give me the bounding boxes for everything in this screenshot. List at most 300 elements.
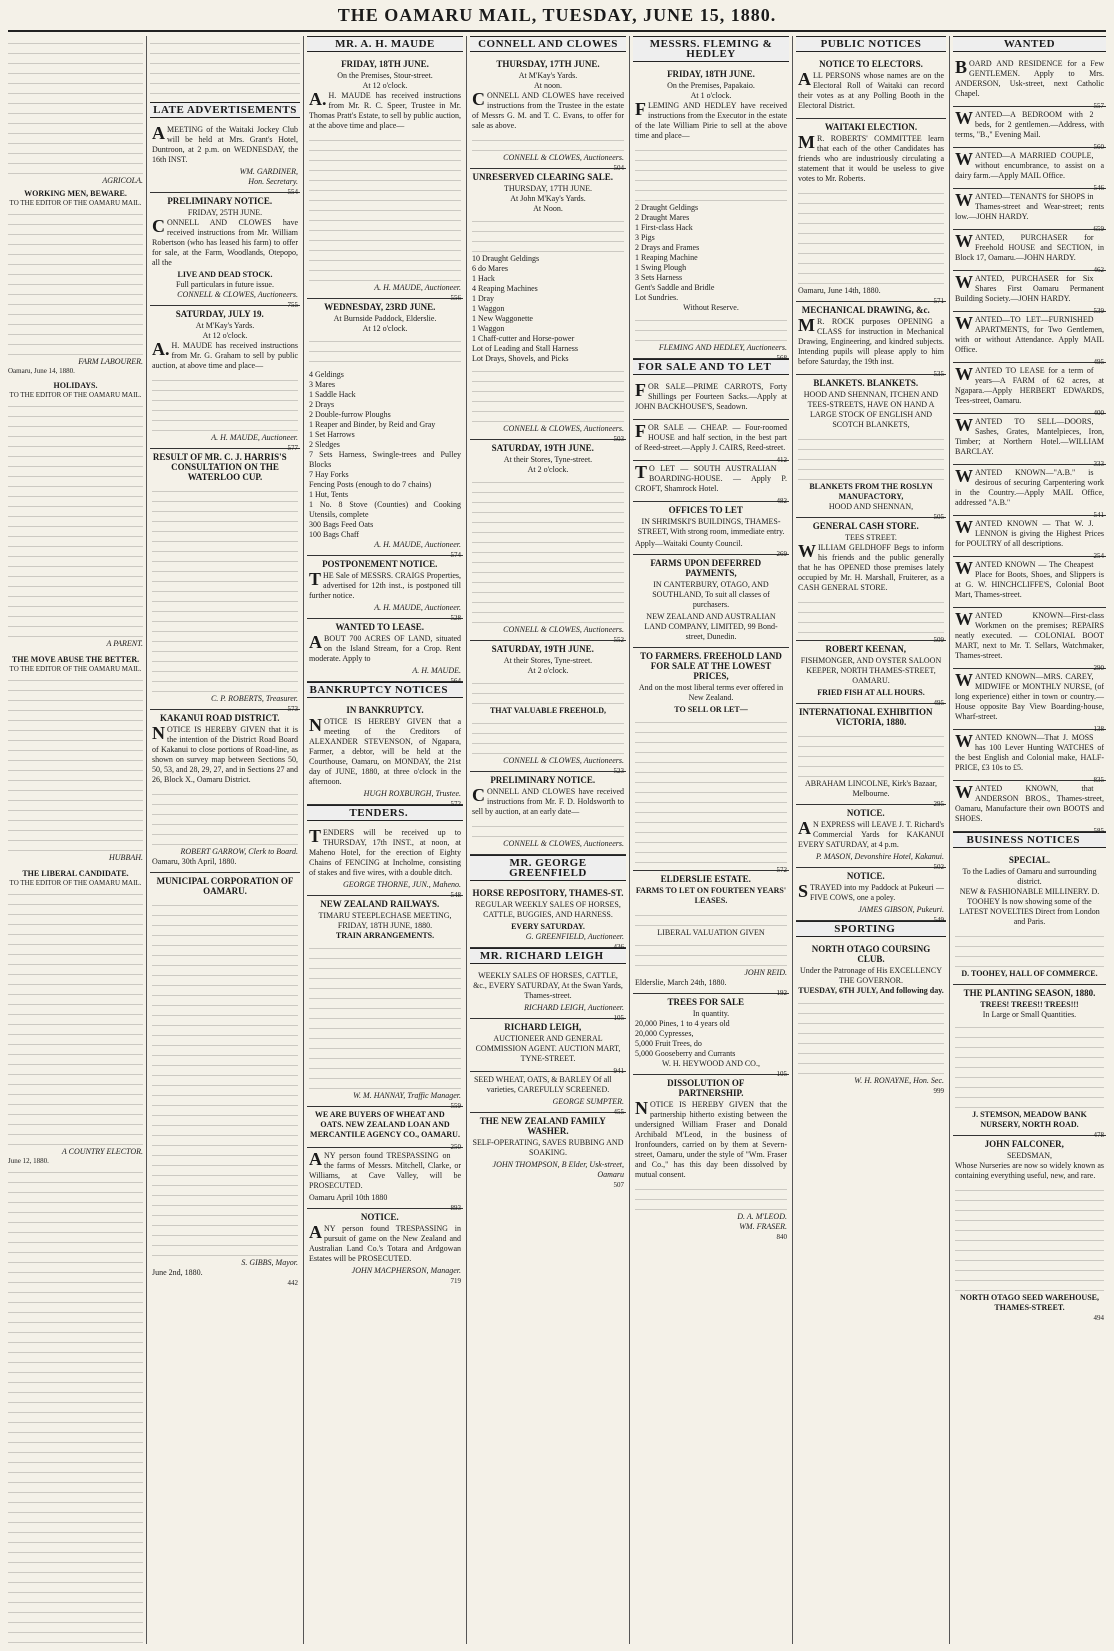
column-public-notices [796, 36, 946, 1644]
advert-number: 105 [776, 1070, 787, 1078]
letter-signature: FARM LABOURER. [78, 357, 143, 366]
advert-number: 568 [776, 354, 787, 362]
list-item: Gent's Saddle and Bridle [635, 283, 715, 292]
advert-tenders [307, 825, 463, 899]
advert-municipal [150, 873, 300, 1287]
advert-number: 250 [450, 1143, 461, 1151]
advert-text: AUCTIONEER AND GENERAL COMMISSION AGENT. AUCTION MART, TYNE-STREET. [475, 1034, 621, 1063]
advert-title: RICHARD LEIGH, [504, 1022, 582, 1032]
advert-signature: G. GREENFIELD, Auctioneer. [525, 932, 624, 941]
advert-date: FRIDAY, 25TH JUNE. [187, 208, 263, 217]
advert-number: 552 [613, 636, 624, 644]
advert-text: AN EXPRESS will LEAVE J. T. Richard's Commercial Yards for KAKANUI EVERY SATURDAY, at 4 p.m. [798, 818, 944, 849]
list-item: 1 Saddle Hack [309, 390, 356, 399]
advert-signature: JOHN MACPHERSON, Manager. [351, 1266, 461, 1275]
advert-number: 554 [287, 188, 298, 196]
advert-number: 577 [287, 444, 298, 452]
advert-mechanical-drawing [796, 302, 946, 378]
advert-number: 482 [776, 497, 787, 505]
list-item: Lot of Leading and Stall Harness [472, 344, 578, 353]
advert-unreserved-sale [470, 169, 626, 443]
advert-text: WANTED, PURCHASER for Freehold HOUSE and SECTION, in Block 17, Oamaru.—JOHN HARDY. [955, 231, 1104, 262]
advert-title: TO FARMERS. FREEHOLD LAND FOR SALE AT THE LOWEST PRICES, [640, 651, 782, 681]
advert-signature: W. H. HEYWOOD AND CO., [662, 1059, 760, 1068]
advert-text: ABOUT 700 ACRES OF LAND, situated on the Island Stream, for a Crop. Rent moderate. Apply to [309, 632, 461, 663]
advert-title: GENERAL CASH STORE. [812, 521, 919, 531]
advert-title: SPECIAL. [1008, 855, 1051, 865]
newspaper-page [8, 36, 1106, 1644]
advert-body [798, 729, 944, 779]
advert-blankets [796, 375, 946, 521]
advert-number: 557 [1093, 102, 1104, 110]
list-item [953, 189, 1106, 233]
masthead-rule [8, 30, 1106, 32]
advert-title: BLANKETS. BLANKETS. [813, 378, 919, 388]
letter-sub: TO THE EDITOR OF THE OAMARU MAIL. [9, 391, 142, 399]
advert-text: AMEETING of the Waitaki Jockey Club will be held at Mrs. Grant's Hotel, Duntroon, at 2 p.m. on WEDNESDAY, the 16th INST. [152, 123, 298, 164]
advert-text: CONNELL AND CLOWES have received instructions from Mr. William Robertson (who has leased his farm) to offer for sale, at the Farm, Woodlands, Otepopo, all the [152, 216, 298, 267]
advert-signature: A. H. MAUDE, Auctioneer. [374, 283, 461, 292]
advert-title: ROBERT KEENAN, [825, 644, 907, 654]
column-divider [466, 36, 467, 1644]
advert-text: And on the most liberal terms ever offered in New Zealand. [638, 683, 784, 702]
list-item: 1 New Waggonette [472, 314, 533, 323]
advert-place: Oamaru April 10th 1880 [309, 1193, 388, 1202]
advert-signature: C. P. ROBERTS, Treasurer. [210, 694, 298, 703]
list-item [953, 781, 1106, 835]
advert-waitaki-jockey-club [150, 122, 300, 196]
advert-signature: A. H. MAUDE. [412, 666, 461, 675]
list-item: 20,000 Pines, 1 to 4 years old [635, 1019, 730, 1028]
advert-signature: Apply—Waitaki County Council. [635, 539, 743, 548]
advert-number: 585 [1093, 827, 1104, 835]
advert-number: 192 [776, 989, 787, 997]
advert-text: In quantity. [692, 1009, 730, 1018]
advert-text: NEW & FASHIONABLE MILLINERY. D. TOOHEY Is now showing some of the LATEST NOVELTIES Direct from London and Paris. [959, 887, 1100, 926]
section-header: MESSRS. FLEMING & HEDLEY [633, 36, 789, 62]
advert-number: 541 [1093, 511, 1104, 519]
advert-text: WANTED, PURCHASER for Six Shares First Oamaru Permanent Building Society.—JOHN HARDY. [955, 272, 1104, 303]
advert-signature: NORTH OTAGO SEED WAREHOUSE, THAMES-STREET. [959, 1293, 1099, 1312]
advert-number: 572 [450, 800, 461, 808]
advert-trees-for-sale [633, 994, 789, 1078]
advert-text: ALL PERSONS whose names are on the Electoral Roll of Waitaki can record their votes as at any Polling Booth in the Electoral District. [798, 69, 944, 110]
advert-house-for-sale [633, 420, 789, 464]
list-item: 1 First-class Hack [635, 223, 693, 232]
advert-text: STRAYED into my Paddock at Pukeuri —FIVE COWS, one a poley. [798, 881, 944, 902]
advert-text: NOTICE IS HEREBY GIVEN that the partnership hitherto existing between the undersigned William Fraser and Donald Archibald M'Leod, in the business of Ironfounders, carried on by them at Severn-street, Oamaru, under the style of "Wm. Fraser and Co.," has this day been dissolved by mutual consent. [635, 1098, 787, 1179]
advert-body [309, 133, 461, 283]
list-item: 4 Reaping Machines [472, 284, 538, 293]
advert-number: 549 [933, 916, 944, 924]
advert-number: 269 [776, 550, 787, 558]
advert-commission-agent [470, 1019, 626, 1075]
letter-title: WORKING MEN, BEWARE. [24, 189, 127, 198]
advert-text: A.H. MAUDE has received instructions from Mr. R. C. Speer, Trustee in Mr. Thomas Pratt's Estate, to sell by public auction, at the above time and place— [309, 89, 461, 130]
advert-body [472, 819, 624, 839]
advert-text: WANTED—A BEDROOM with 2 beds, for 2 gentlemen.—Address, with terms, "B.," Evening Mail. [955, 108, 1104, 139]
advert-date: THURSDAY, 17TH JUNE. [503, 184, 592, 193]
advert-number: 290 [1093, 664, 1104, 672]
section-header: CONNELL AND CLOWES [470, 36, 626, 52]
list-item: 2 Drays and Frames [635, 243, 700, 252]
advert-time: At noon. [534, 81, 562, 90]
advert-number: 495 [933, 699, 944, 707]
advert-list [152, 373, 298, 433]
advert-title: NOTICE. [360, 1212, 399, 1222]
advert-saturday-july [150, 306, 300, 452]
advert-text: ANY person found TRESPASSING on the farms of Messrs. Mitchell, Clarke, or Williams, at Cave Valley, will be PROSECUTED. [309, 1149, 461, 1190]
advert-signature: CONNELL & CLOWES, Auctioneers. [177, 290, 298, 299]
advert-place: Elderslie, March 24th, 1880. [635, 978, 727, 987]
list-item: 1 Waggon [472, 324, 505, 333]
list-item [953, 148, 1106, 192]
advert-place: At Burnside Paddock, Elderslie. [333, 314, 437, 323]
advert-number: 840 [776, 1233, 787, 1241]
advert-role: Hon. Secretary. [248, 177, 298, 186]
column-divider [792, 36, 793, 1644]
advert-body [472, 364, 624, 424]
column-divider [949, 36, 950, 1644]
column-late-ads [150, 36, 300, 1644]
advert-number: 573 [287, 705, 298, 713]
list-item: Lot Sundries. [635, 293, 679, 302]
advert-text: WEEKLY SALES OF HORSES, CATTLE, &c., EVERY SATURDAY, At the Swan Yards, Thames-street. [473, 971, 623, 1000]
advert-number: 507 [613, 1181, 624, 1189]
advert-preliminary-notice [470, 772, 626, 855]
advert-subtitle: EVERY SATURDAY. [511, 922, 585, 931]
advert-title: INTERNATIONAL EXHIBITION VICTORIA, 1880. [798, 707, 933, 727]
advert-text: WANTED KNOWN — The Cheapest Place for Boots, Shoes, and Slippers is at G. W. HINCHCLIFFE'S, Colonial Boot Mart, Thames-street. [955, 558, 1104, 599]
advert-number: 571 [933, 297, 944, 305]
advert-text: FOR SALE — CHEAP. — Four-roomed HOUSE and half section, in the best part of Reed-street.—Apply J. CAIRS, Reed-street. [635, 421, 787, 452]
advert-place: At M'Kay's Yards. [518, 71, 578, 80]
advert-place: Oamaru, 30th April, 1880. [152, 857, 237, 866]
advert-text: TO LET — SOUTH AUSTRALIAN BOARDING-HOUSE. — Apply P. CROFT, Shamrock Hotel. [635, 462, 787, 493]
advert-text: FOR SALE—PRIME CARROTS, Forty Shillings per Fourteen Sacks.—Apply at JOHN BACKHOUSE'S, Seadown. [635, 380, 787, 411]
advert-body [955, 1183, 1104, 1293]
advert-signature: ROBERT GARROW, Clerk to Board. [180, 847, 298, 856]
advert-signature: HOOD AND SHENNAN, [828, 502, 914, 511]
list-item [953, 230, 1106, 274]
wanted-list [953, 56, 1106, 835]
advert-title: NEW ZEALAND RAILWAYS. [320, 899, 440, 909]
section-header: BANKRUPTCY NOTICES [307, 682, 463, 698]
advert-freehold-sale [470, 641, 626, 775]
advert-body [955, 929, 1104, 969]
advert-text: CONNELL AND CLOWES have received instructions from the Trustee in the estate of Messrs G. M. and T. C. Evans, to offer for sale as above. [472, 89, 624, 130]
letter-body [8, 399, 143, 639]
advert-subtitle: FRIED FISH AT ALL HOURS. [817, 688, 925, 697]
advert-title: THE NEW ZEALAND FAMILY WASHER. [479, 1116, 606, 1136]
letter-signature: HUBBAH. [109, 853, 143, 862]
masthead: THE OAMARU MAIL, TUESDAY, JUNE 15, 1880. [337, 5, 777, 25]
advert-text: WANTED—A MARRIED COUPLE, without encumbrance, to assist on a dairy farm.—Apply MAIL Office. [955, 149, 1104, 180]
item-list [309, 370, 461, 540]
advert-time: At 12 o'clock. [362, 324, 408, 333]
advert-text: FISHMONGER, AND OYSTER SALOON KEEPER, NORTH THAMES-STREET, OAMARU. [800, 656, 942, 685]
advert-text: IN CANTERBURY, OTAGO, AND SOUTHLAND, To suit all classes of purchasers. [652, 580, 770, 609]
advert-number: 535 [933, 370, 944, 378]
advert-place: On the Premises, Papakaio. [667, 81, 755, 90]
advert-note: Without Reserve. [683, 303, 739, 312]
list-item [953, 107, 1106, 151]
letter-title: THE MOVE ABUSE THE BETTER. [11, 655, 140, 664]
list-item: 1 Waggon [472, 304, 505, 313]
advert-number: 523 [613, 767, 624, 775]
advert-number: 505 [933, 513, 944, 521]
list-item: 1 Reaper and Binder, by Reid and Gray [309, 420, 436, 429]
advert-weekly-sales [470, 968, 626, 1022]
letter-title: HOLIDAYS. [53, 381, 98, 390]
advert-signature: J. STEMSON, MEADOW BANK NURSERY, NORTH ROAD. [972, 1110, 1087, 1129]
advert-signature: W. H. RONAYNE, Hon. Sec. [854, 1076, 944, 1085]
advert-subtitle: Under the Patronage of His EXCELLENCY THE GOVERNOR. [800, 966, 942, 985]
advert-signature: A. H. MAUDE, Auctioneer. [374, 540, 461, 549]
advert-body [635, 143, 787, 203]
advert-title: JOHN FALCONER, [984, 1139, 1064, 1149]
advert-signature: ABRAHAM LINCOLNE, Kirk's Bazaar, Melbourne. [805, 779, 937, 798]
advert-number: 503 [613, 435, 624, 443]
advert-number: 502 [933, 863, 944, 871]
advert-title: WAITAKI ELECTION. [824, 122, 918, 132]
list-item [953, 271, 1106, 315]
advert-signature: HUGH ROXBURGH, Trustee. [363, 789, 461, 798]
advert-seed-wheat [470, 1072, 626, 1116]
advert-number: 548 [450, 891, 461, 899]
list-item [953, 608, 1106, 672]
advert-body [798, 996, 944, 1076]
advert-text: WANTED TO LEASE for a term of years—A FARM of 62 acres, at Ngapara.—Apply HERBERT EDWARDS, Tees-street, Oamaru. [955, 364, 1104, 405]
advert-text: SELF-OPERATING, SAVES RUBBING AND SOAKING. [472, 1138, 624, 1157]
column-letters [8, 36, 143, 1644]
advert-place: Oamaru, June 14th, 1880. [798, 286, 881, 295]
advert-number: 559 [450, 1102, 461, 1110]
section-header: LATE ADVERTISEMENTS [150, 102, 300, 118]
advert-signature: JAMES GIBSON, Pukeuri. [858, 905, 944, 914]
advert-text: In Large or Small Quantities. [982, 1010, 1077, 1019]
advert-waitaki-election [796, 119, 946, 305]
advert-time: At 2 o'clock. [527, 465, 569, 474]
advert-number: 941 [613, 1067, 624, 1075]
advert-signature: A. H. MAUDE, Auctioneer. [211, 433, 298, 442]
advert-body [635, 938, 787, 968]
list-item: 5,000 Fruit Trees, do [635, 1039, 702, 1048]
advert-number: 835 [1093, 776, 1104, 784]
advert-place: At their Stores, Tyne-street. [503, 455, 593, 464]
advert-body [309, 941, 461, 1091]
advert-body [635, 908, 787, 928]
advert-number: 504 [613, 164, 624, 172]
section-header: MR. RICHARD LEIGH [470, 948, 626, 964]
advert-kakanui-road [150, 710, 300, 873]
advert-text: WANTED—TO LET—FURNISHED APARTMENTS, for Two Gentlemen, with or without Attendance. Apply MAIL Office. [955, 313, 1104, 354]
list-item: 2 Draught Geldings [635, 203, 699, 212]
advert-title: TREES FOR SALE [667, 997, 745, 1007]
advert-number: 455 [613, 1108, 624, 1116]
item-list [635, 203, 787, 303]
advert-express [796, 805, 946, 871]
advert-body [798, 595, 944, 635]
advert-title: ELDERSLIE ESTATE. [660, 874, 751, 884]
section-header: PUBLIC NOTICES [796, 36, 946, 52]
list-item: Lot Drays, Shovels, and Picks [472, 354, 569, 363]
advert-postponement [307, 556, 463, 622]
advert-text: Whose Nurseries are now so widely known as containing everything useful, new, and rare. [955, 1161, 1104, 1180]
list-item: 2 Draught Mares [635, 213, 690, 222]
list-item [953, 56, 1106, 110]
advert-number: 462 [1093, 266, 1104, 274]
letter-place: June 12, 1880. [8, 1157, 49, 1165]
advert-number: 105 [613, 1014, 624, 1022]
letter-sub: TO THE EDITOR OF THE OAMARU MAIL. [9, 665, 142, 673]
advert-body [798, 432, 944, 482]
list-item: 1 Dray [472, 294, 494, 303]
advert-number: 509 [933, 636, 944, 644]
advert-date: WEDNESDAY, 23RD JUNE. [324, 302, 436, 312]
advert-title: POSTPONEMENT NOTICE. [322, 559, 438, 569]
advert-title: OFFICES TO LET [668, 505, 743, 515]
advert-number: 528 [450, 614, 461, 622]
item-list [472, 254, 624, 364]
advert-text: BOARD AND RESIDENCE for a Few GENTLEMEN. Apply to Mrs. ANDERSON, Usk-street, next Catholic Chapel. [955, 57, 1104, 98]
advert-number: 295 [933, 800, 944, 808]
advert-text: SEED WHEAT, OATS, & BARLEY Of all varieties, CAREFULLY SCREENED. [473, 1075, 612, 1094]
advert-consultation [150, 449, 300, 713]
advert-place: June 2nd, 1880. [152, 1268, 203, 1277]
advert-place: At M'Kay's Yards. [195, 321, 255, 330]
advert-freehold-land [633, 648, 789, 874]
advert-signature: FLEMING AND HEDLEY, Auctioneers. [658, 343, 787, 352]
advert-table [152, 484, 298, 694]
letter-body [8, 1165, 143, 1644]
advert-signature: P. MASON, Devonshire Hotel, Kakanui. [816, 852, 944, 861]
advert-text: REGULAR WEEKLY SALES OF HORSES, CATTLE, BUGGIES, AND HARNESS. [475, 900, 621, 919]
advert-subtitle: To the Ladies of Oamaru and surrounding district. [962, 867, 1097, 886]
advert-body [635, 313, 787, 343]
advert-place: At their Stores, Tyne-street. [503, 656, 593, 665]
advert-millinery [953, 852, 1106, 985]
column-fleming-hedley [633, 36, 789, 1644]
advert-number: 494 [1093, 1314, 1104, 1322]
advert-body [472, 676, 624, 706]
list-item: 4 Geldings [309, 370, 344, 379]
advert-number: 755 [287, 301, 298, 309]
advert-number: 546 [1093, 184, 1104, 192]
advert-saturday-sale [470, 440, 626, 644]
advert-carrots [633, 379, 789, 420]
advert-signature: CONNELL & CLOWES, Auctioneers. [503, 424, 624, 433]
advert-subtitle: TIMARU STEEPLECHASE MEETING, FRIDAY, 18TH JUNE, 1880. [318, 911, 452, 930]
list-item: Fencing Posts (enough to do 7 chains) [309, 480, 432, 489]
advert-text: WANTED KNOWN—"A.B." is desirous of securing Carpentering work in the Country.—Apply MAIL Office, addressed "A.B." [955, 466, 1104, 507]
advert-body [472, 716, 624, 756]
advert-number: 478 [1093, 1131, 1104, 1139]
advert-text: MR. ROBERTS' COMMITTEE learn that each of the other Candidates has friends who are industriously circulating a statement that it would be useless to give votes to Mr. Roberts. [798, 132, 944, 183]
advert-text: MR. ROCK purposes OPENING a CLASS for instruction in Mechanical Drawing, Engineering, and kindred subjects. Intending pupils will please apply to him before Saturday, the 19th inst. [798, 315, 944, 366]
advert-signature: A. H. MAUDE, Auctioneer. [374, 603, 461, 612]
advert-seedsman [953, 1136, 1106, 1322]
advert-papakaio-sale [633, 66, 789, 362]
advert-body [635, 715, 787, 865]
list-item: 1 Set Harrows [309, 430, 355, 439]
advert-offices [633, 502, 789, 558]
advert-number: 659 [1093, 225, 1104, 233]
advert-friday-sale [307, 56, 463, 302]
advert-number: 333 [1093, 460, 1104, 468]
advert-text: NOTICE IS HEREBY GIVEN that it is the intention of the District Road Board of Kakanui to close portions of Road-line, as shown on survey map between Sections 50, 50, 53, and 28, 29, 27, and in Sections 27 and 26, Block X., Oamaru District. [152, 723, 298, 784]
list-item: 6 do Mares [472, 264, 508, 273]
advert-subtitle: SEEDSMAN, [1006, 1151, 1053, 1160]
advert-time: At 12 o'clock. [202, 331, 248, 340]
list-item: 10 Draught Geldings [472, 254, 540, 263]
advert-time: At Noon. [533, 204, 563, 213]
letter-place: Oamaru, June 14, 1880. [8, 367, 75, 375]
advert-body [798, 186, 944, 286]
advert-signature: CONNELL & CLOWES, Auctioneers. [503, 153, 624, 162]
advert-subtitle: TEES STREET. [845, 533, 897, 542]
advert-body [472, 475, 624, 625]
advert-time: At 2 o'clock. [527, 666, 569, 675]
list-item: 100 Bags Chaff [309, 530, 360, 539]
list-item: 7 Hay Forks [309, 470, 349, 479]
advert-date: FRIDAY, 18TH JUNE. [667, 69, 755, 79]
list-item [953, 557, 1106, 608]
advert-text: NOTICE IS HEREBY GIVEN that a meeting of the Creditors of ALEXANDER STEVENSON, of Ngapara, Farmer, a debtor, will be held at the Courthouse, Oamaru, on MONDAY, the 21st day of JUNE, 1880, at three o'clock in the afternoon. [309, 715, 461, 786]
advert-signature: NEW ZEALAND AND AUSTRALIAN LAND COMPANY, LIMITED, 99 Bond-street, Dunedin. [644, 612, 778, 641]
advert-date: SATURDAY, JULY 19. [175, 309, 264, 319]
advert-signature: CONNELL & CLOWES, Auctioneers. [503, 839, 624, 848]
letter-sub: TO THE EDITOR OF THE OAMARU MAIL. [9, 199, 142, 207]
advert-signature: WM. FRASER. [739, 1222, 787, 1231]
advert-place: At John M'Kay's Yards. [510, 194, 586, 203]
letter-body [8, 673, 143, 853]
column-divider [146, 36, 147, 1644]
advert-coursing-club [796, 941, 946, 1095]
advert-subtitle: TREES! TREES!! TREES!!! [980, 1000, 1079, 1009]
list-item: 3 Sets Harness [635, 273, 683, 282]
advert-trespass-game [307, 1209, 463, 1285]
column-divider [303, 36, 304, 1644]
advert-title: UNRESERVED CLEARING SALE. [472, 172, 613, 182]
letter-body [8, 207, 143, 357]
list-item [953, 363, 1106, 417]
advert-title: HORSE REPOSITORY, THAMES-ST. [472, 888, 624, 898]
advert-wanted-to-lease [307, 619, 463, 685]
advert-text: WANTED KNOWN—First-class Workmen on the premises; REPAIRS neatly executed. — COLONIAL BOOT MART, next to Mr. T. Sellars, Watchmaker, Thames-street. [955, 609, 1104, 660]
advert-number: 564 [450, 677, 461, 685]
list-item: 1 Hut, Tents [309, 490, 349, 499]
list-item: 20,000 Cypresses, [635, 1029, 694, 1038]
advert-title: DISSOLUTION OF PARTNERSHIP. [667, 1078, 745, 1098]
advert-number: 400 [1093, 409, 1104, 417]
advert-title: KAKANUI ROAD DISTRICT. [159, 713, 280, 723]
advert-number: 999 [933, 1087, 944, 1095]
letter-title: THE LIBERAL CANDIDATE. [22, 869, 129, 878]
advert-bankruptcy [307, 702, 463, 808]
advert-number: 719 [450, 1277, 461, 1285]
advert-text: WANTED—TENANTS for SHOPS in Thames-street and Wear-street; rents low.—JOHN HARDY. [955, 190, 1104, 221]
advert-horse-repository [470, 885, 626, 951]
advert-subtitle: LIBERAL VALUATION GIVEN [657, 928, 765, 937]
advert-text: ANY person found TRESPASSING in pursuit of game on the New Zealand and Australian Land Co.'s Totara and Ardgowan Estates will be PROSECUTED. [309, 1222, 461, 1263]
advert-signature: CONNELL & CLOWES, Auctioneers. [503, 756, 624, 765]
advert-text: FLEMING AND HEDLEY have received instructions from the Executor in the estate of the late William Pirie to sell at the above time and place— [635, 99, 787, 140]
advert-signature: RICHARD LEIGH, Auctioneer. [524, 1003, 624, 1012]
list-item [953, 516, 1106, 560]
advert-subtitle: THAT VALUABLE FREEHOLD, [489, 706, 607, 715]
advert-number: 254 [1093, 552, 1104, 560]
